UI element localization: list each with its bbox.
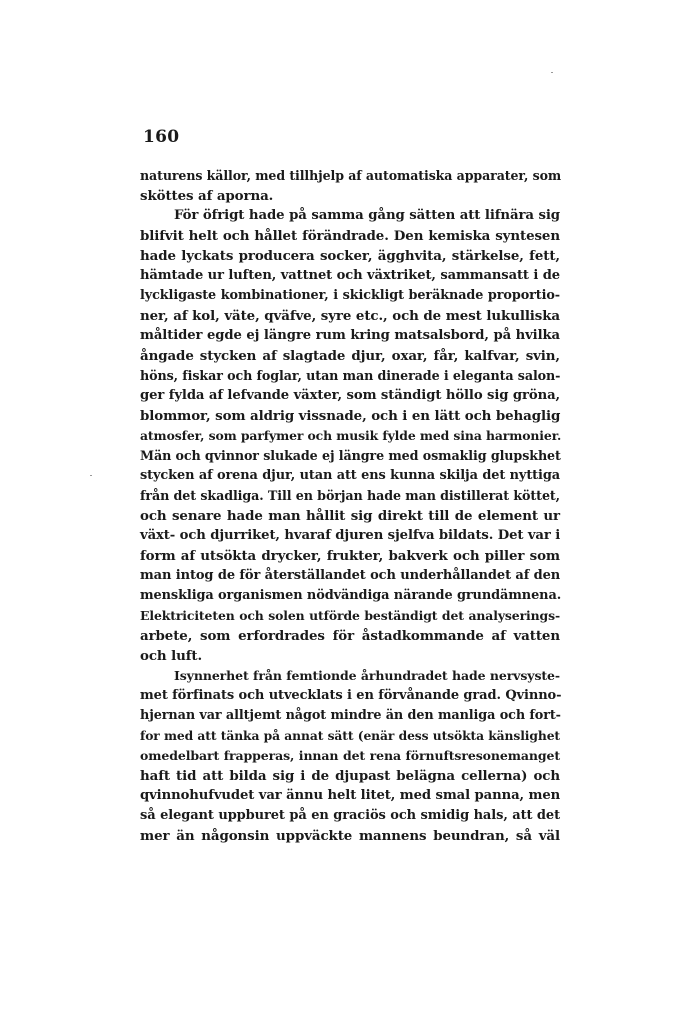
body-text	[140, 166, 560, 846]
text-line: måltider egde ej längre rum kring matsalsbord, på hvilka	[140, 328, 560, 343]
text-line: naturens källor, med tillhjelp af automatiska apparater, som	[140, 168, 562, 183]
text-line: så elegant uppburet på en graciös och smidig hals, att det	[140, 808, 560, 823]
text-line: met förfinats och utvecklats i en förvånande grad. Qvinno-	[140, 688, 562, 703]
text-line: och luft.	[140, 648, 203, 664]
text-line: haft tid att bilda sig i de djupast belägna cellerna) och	[140, 768, 560, 784]
text-line: man intog de för återställandet och underhållandet af den	[140, 568, 561, 583]
text-line: växt- och djurriket, hvaraf djuren sjelfva bildats. Det var i	[140, 528, 561, 543]
text-line: atmosfer, som parfymer och musik fylde med sina harmonier.	[140, 428, 562, 443]
page-number: 160	[143, 127, 180, 147]
paper-speck	[551, 72, 553, 73]
text-line: ger fylda af lefvande växter, som ständigt höllo sig gröna,	[140, 388, 560, 403]
text-line: Elektriciteten och solen utförde beständigt det analyserings-	[140, 608, 560, 623]
text-line: lyckligaste kombinationer, i skickligt beräknade proportio-	[140, 288, 560, 303]
text-line: for med att tänka på annat sätt (enär dess utsökta känslighet	[140, 728, 560, 743]
text-line: Män och qvinnor slukade ej längre med osmaklig glupskhet	[140, 448, 561, 463]
text-line: hjernan var alltjemt något mindre än den manliga och fort-	[140, 708, 561, 723]
text-line: höns, fiskar och foglar, utan man dinerade i eleganta salon-	[140, 368, 561, 383]
text-line: blifvit helt och hållet förändrade. Den kemiska syntesen	[140, 228, 560, 244]
text-line: arbete, som erfordrades för åstadkommande af vatten	[140, 628, 560, 644]
text-line: och senare hade man hållit sig direkt till de element ur	[140, 508, 560, 524]
text-line: För öfrigt hade på samma gång sätten att lifnära sig	[174, 208, 560, 223]
text-line: ångade stycken af slagtade djur, oxar, får, kalfvar, svin,	[140, 348, 560, 364]
text-line: hade lyckats producera socker, ägghvita, stärkelse, fett,	[140, 248, 560, 264]
text-line: från det skadliga. Till en början hade man distillerat köttet,	[140, 488, 560, 503]
text-line: blommor, som aldrig vissnade, och i en lätt och behaglig	[140, 408, 561, 424]
text-line: Isynnerhet från femtionde århundradet hade nervsyste-	[174, 668, 560, 683]
text-line: stycken af orena djur, utan att ens kunna skilja det nyttiga	[140, 468, 560, 483]
text-line: form af utsökta drycker, frukter, bakverk och piller som	[140, 548, 560, 564]
text-line: hämtade ur luften, vattnet och växtriket, sammansatt i de	[140, 268, 560, 283]
text-line: omedelbart frapperas, innan det rena förnuftsresonemanget	[140, 748, 560, 763]
text-line: mer än någonsin uppväckte mannens beundran, så väl	[140, 828, 560, 844]
paper-speck	[90, 475, 92, 476]
text-line: menskliga organismen nödvändiga närande grundämnena.	[140, 588, 562, 603]
text-line: ner, af kol, väte, qväfve, syre etc., och de mest lukulliska	[140, 308, 560, 324]
text-line: qvinnohufvudet var ännu helt litet, med smal panna, men	[140, 788, 561, 803]
text-line: sköttes af aporna.	[140, 188, 274, 204]
